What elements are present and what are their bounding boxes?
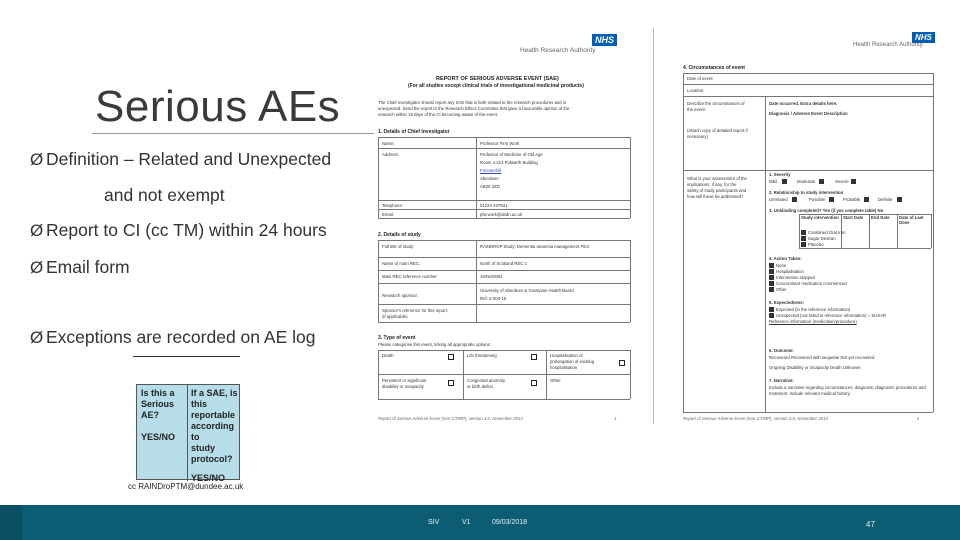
action-4-checkbox[interactable] — [769, 281, 774, 286]
drug-2-checkbox[interactable] — [801, 236, 806, 241]
outcome-title: 6. Outcome: — [769, 348, 794, 353]
rec-label: Name of main REC: — [382, 261, 421, 266]
action-5: Other — [776, 287, 787, 292]
action-3-checkbox[interactable] — [769, 275, 774, 280]
expectedness-title: 5. Expectedness: — [769, 300, 805, 305]
study-title-value: RAiNDROP Study: Dementia anaemia management Pilot — [480, 244, 589, 249]
title-underline — [92, 133, 392, 134]
describe-label-1: Describe the circumstances of — [687, 101, 745, 106]
event-hosp-1: Hospitalisation or — [550, 353, 583, 358]
drug-1-checkbox[interactable] — [801, 230, 806, 235]
death-checkbox[interactable] — [448, 354, 454, 360]
bullet-text: Definition – Related and Unexpected — [46, 149, 332, 169]
form-subheading: (For all studies except clinical trials of investigational medicinal products) — [408, 83, 584, 89]
ae-log-col2 — [191, 388, 239, 484]
footer-date: 09/03/2018 — [492, 519, 528, 526]
sponsor-ref-label: Sponsor's reference for this report: — [382, 308, 449, 313]
congenital-checkbox[interactable] — [531, 380, 537, 386]
narrative-line-2: treatment. Include relevant medical history. — [769, 391, 851, 396]
ae-log-col2-line: protocol? — [191, 454, 233, 464]
disability-checkbox[interactable] — [448, 380, 454, 386]
section-3-note: Please categorise this event, ticking all appropriate options: — [378, 342, 491, 347]
end-date-header: End Date — [871, 215, 890, 220]
attach-note-2: necessary) — [687, 134, 709, 139]
ae-log-col2-line: YES/NO — [191, 473, 226, 483]
rel-unrelated: Unrelated — [769, 197, 788, 202]
section-2-heading: 2. Details of study — [378, 232, 421, 238]
study-intervention-header: Study intervention — [801, 215, 839, 220]
footer-label-version: V1 — [462, 519, 471, 526]
outcome-line-1: Recovered Recovered with sequelae Not yet recovered — [769, 355, 875, 360]
section-4-heading: 4. Circumstances of event — [683, 65, 745, 71]
address-line-3: Foresterhill — [480, 168, 502, 173]
ae-log-col1-line: Is this a — [141, 388, 175, 398]
unexpected-option: Unexpected (not listed in reference information) = SUSAR — [776, 313, 887, 318]
ae-log-col1-line: YES/NO — [141, 432, 176, 442]
ae-log-table — [136, 384, 240, 483]
rel-possible: Possible — [809, 197, 826, 202]
severity-severe: Severe — [835, 179, 849, 184]
address-label: Address: — [382, 152, 399, 157]
bullet-arrow-icon: Ø — [30, 258, 44, 277]
ae-log-col2-line: If a SAE, is — [191, 388, 238, 398]
nhs-logo: NHS — [912, 32, 935, 43]
bullet-text: Email form — [46, 257, 130, 277]
form-intro-1: The Chief Investigator should report any SAE that is both related to the research procedures and is — [378, 100, 566, 105]
bullet-email — [30, 257, 130, 278]
rel-definite: Definite — [878, 197, 893, 202]
describe-value-2: Diagnosis / Adverse Event Description — [769, 111, 848, 116]
form-heading: REPORT OF SERIOUS ADVERSE EVENT (SAE) — [436, 76, 559, 82]
sponsor-label: Research sponsor: — [382, 293, 419, 298]
action-1-checkbox[interactable] — [769, 263, 774, 268]
event-death: Death — [382, 353, 394, 358]
implications-4: how will these be addressed? — [687, 194, 744, 199]
possible-checkbox[interactable] — [829, 197, 834, 202]
outcome-line-2: Ongoing Disability or incapacity Death Unknown — [769, 365, 861, 370]
severity-moderate: Moderate — [797, 179, 816, 184]
action-5-checkbox[interactable] — [769, 287, 774, 292]
ae-log-rule — [133, 356, 240, 357]
name-value: Professor Firm Work — [480, 141, 520, 146]
telephone-value: 01224 437841 — [480, 203, 508, 208]
form-footer: Report of Serious Adverse Event (non-CTIMP), version 3.0, November 2014 — [378, 416, 523, 421]
email-value: pfw.work@abdn.ac.uk — [480, 212, 523, 217]
unblinding-question: 3. Unblinding completed? Yes (if yes complete table) No — [769, 208, 884, 213]
unrelated-checkbox[interactable] — [792, 197, 797, 202]
ae-log-col2-line: this — [191, 399, 208, 409]
severe-checkbox[interactable] — [851, 179, 856, 184]
bullet-text: Report to CI (cc TM) within 24 hours — [46, 220, 327, 240]
describe-label-2: the event: — [687, 107, 706, 112]
date-of-event-label: Date of event — [687, 76, 713, 81]
event-congenital-1: Congenital anomaly — [467, 378, 505, 383]
sponsor-value-2: Ref: 2-003-15 — [480, 296, 507, 301]
location-label: Location: — [687, 88, 705, 93]
narrative-title: 7. Narrative: — [769, 378, 794, 383]
action-1: None — [776, 263, 787, 268]
bullet-text: Exceptions are recorded on AE log — [46, 327, 316, 347]
rel-probable: Probable — [843, 197, 861, 202]
action-2-checkbox[interactable] — [769, 269, 774, 274]
email-label: Email: — [382, 212, 394, 217]
bullet-arrow-icon: Ø — [30, 150, 44, 169]
reference-information: Reference information (medication/procedure) — [769, 319, 857, 324]
hra-label: Health Research Authority — [520, 47, 596, 54]
ae-log-col2-line: reportable — [191, 410, 236, 420]
drug-1: Combined Oral Iron — [808, 230, 846, 235]
mild-checkbox[interactable] — [782, 179, 787, 184]
sae-form-page-1 — [374, 24, 634, 424]
severity-mild: Mild — [769, 179, 777, 184]
ae-log-col1-line: AE? — [141, 410, 159, 420]
unexpected-checkbox[interactable] — [769, 313, 774, 318]
hra-label: Health Research Authority — [853, 42, 923, 48]
hospitalisation-checkbox[interactable] — [619, 360, 625, 366]
relationship-title: 2. Relationship to study intervention — [769, 190, 844, 195]
implications-2: implications, if any, for the — [687, 182, 737, 187]
name-label: Name: — [382, 141, 395, 146]
expected-option: Expected (in the reference information) — [776, 307, 851, 312]
rec-ref-value: 15/NS/0064 — [480, 274, 503, 279]
bullet-arrow-icon: Ø — [30, 328, 44, 347]
address-line-1: Professor of Medicine of Old Age — [480, 152, 543, 157]
address-line-2: Room 4.213 Polwarth Building — [480, 160, 538, 165]
attach-note-1: (Attach copy of detailed report if — [687, 128, 748, 133]
ae-log-col2-line: according to — [191, 421, 235, 442]
telephone-label: Telephone: — [382, 203, 404, 208]
form-intro-3: research within 15 days of the CI becoming aware of the event. — [378, 112, 499, 117]
slide-number: 47 — [866, 520, 875, 529]
footer-label-siv: SIV — [428, 519, 440, 526]
event-congenital-2: or birth defect — [467, 384, 494, 389]
action-title: 4. Action Taken: — [769, 256, 802, 261]
event-life-threatening: Life threatening — [467, 353, 497, 358]
action-2: Hospitalisation — [776, 269, 804, 274]
event-hosp-2: prolongation of existing — [550, 359, 595, 364]
implications-3: safety of study participants and — [687, 188, 747, 193]
bullet-report — [30, 220, 327, 241]
form-page-number: 1 — [614, 416, 617, 421]
bullet-arrow-icon: Ø — [30, 221, 44, 240]
sponsor-ref-label-2: (if applicable) — [382, 314, 408, 319]
footer-bar — [0, 505, 960, 540]
study-title-label: Full title of study: — [382, 244, 415, 249]
drug-3: Placebo — [808, 242, 824, 247]
event-other: Other — [550, 378, 561, 383]
form-intro-2: unexpected. Send the report to the Research Ethics Committee that gave a favourable opinion of the — [378, 106, 570, 111]
life-threatening-checkbox[interactable] — [531, 354, 537, 360]
nhs-logo: NHS — [592, 34, 617, 46]
form-page-number: 2 — [917, 416, 920, 421]
implications-1: What is your assessment of the — [687, 176, 747, 181]
ae-log-email-note: cc RAINDroPTM@dundee.ac.uk — [128, 482, 244, 491]
definite-checkbox[interactable] — [897, 197, 902, 202]
ae-log-col1 — [141, 388, 175, 443]
footer-accent — [0, 505, 22, 540]
sae-form-page-2 — [679, 24, 937, 424]
severity-title: 1. Severity — [769, 172, 791, 177]
action-4: Concomitant medication commenced — [776, 281, 847, 286]
form-footer: Report of Serious Adverse Event (non-CTIMP), version 3.0, November 2014 — [683, 416, 828, 421]
action-3: Intervention stopped — [776, 275, 815, 280]
narrative-line-1: Include a narrative regarding circumstances, diagnosis, diagnostic procedures and — [769, 385, 926, 390]
section-3-heading: 3. Type of event — [378, 335, 416, 341]
address-line-4: Aberdeen — [480, 176, 499, 181]
event-disability-1: Persistent or significant — [382, 378, 427, 383]
drug-3-checkbox[interactable] — [801, 242, 806, 247]
bullet-definition — [30, 149, 331, 170]
rec-ref-label: Main REC reference number: — [382, 274, 438, 279]
start-date-header: Start Date — [843, 215, 864, 220]
ae-log-col1-line: Serious — [141, 399, 175, 409]
moderate-checkbox[interactable] — [819, 179, 824, 184]
bullet-exceptions — [30, 327, 315, 348]
drug-2: Sugar Dextran — [808, 236, 836, 241]
event-disability-2: disability or incapacity — [382, 384, 424, 389]
probable-checkbox[interactable] — [864, 197, 869, 202]
page-divider — [653, 28, 654, 424]
ae-log-col2-line: study — [191, 443, 216, 453]
expected-checkbox[interactable] — [769, 307, 774, 312]
last-dose-header: Date of Last Dose — [899, 215, 924, 225]
sponsor-value-1: University of Aberdeen & Grampian Health Board — [480, 288, 574, 293]
bullet-continuation: and not exempt — [104, 185, 225, 205]
section-1-heading: 1. Details of Chief Investigator — [378, 129, 450, 135]
describe-value-1: Date occurred, Extra details here. — [769, 101, 838, 106]
event-hosp-3: hospitalisation — [550, 365, 578, 370]
address-line-5: AB25 2ZD — [480, 184, 500, 189]
slide-title: Serious AEs — [95, 82, 341, 131]
rec-value: North of Scotland REC 1 — [480, 261, 528, 266]
